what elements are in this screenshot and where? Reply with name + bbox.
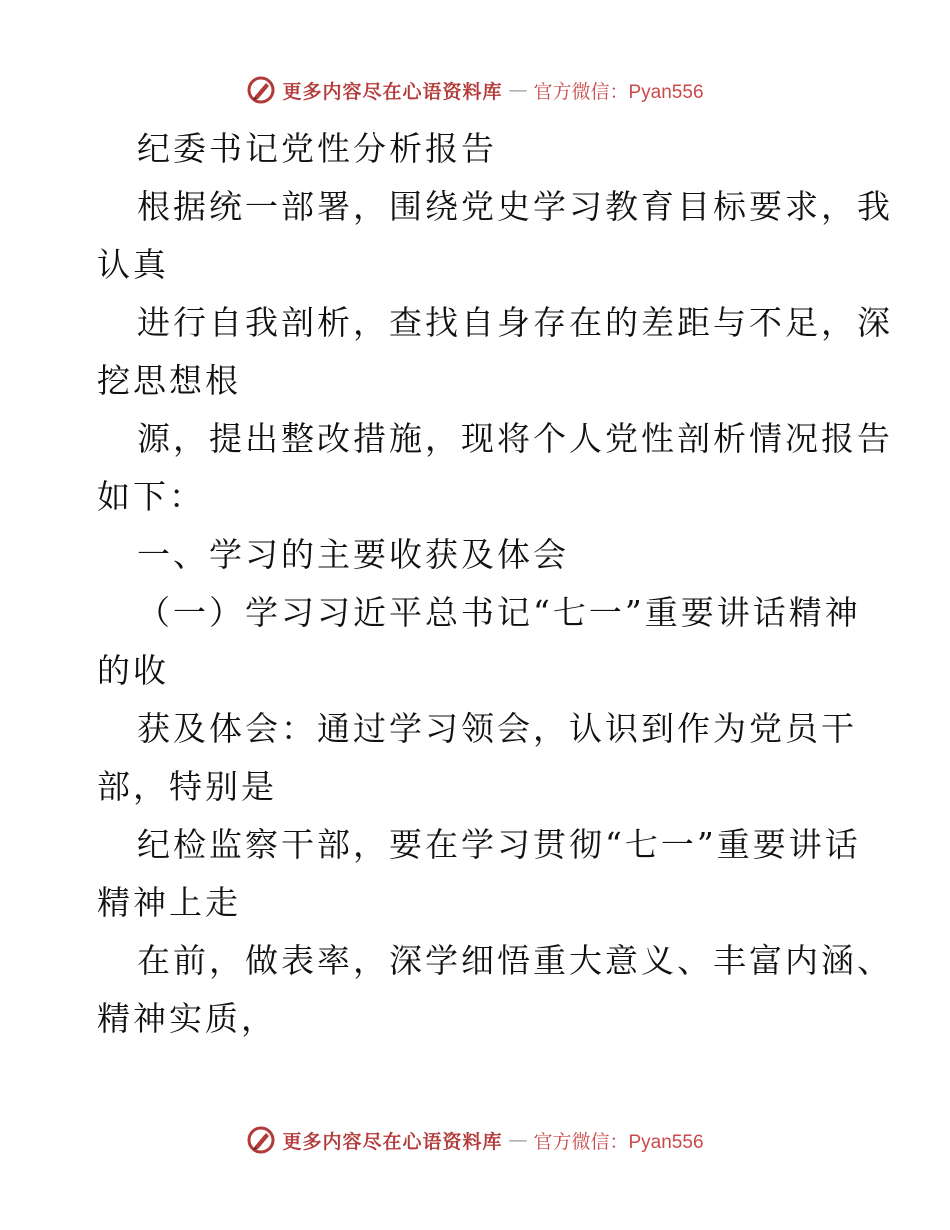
document-title: 纪委书记党性分析报告 bbox=[137, 129, 497, 168]
text-line: 精神上走 bbox=[97, 883, 241, 922]
text-line: 认真 bbox=[97, 245, 169, 284]
text-line: 挖思想根 bbox=[97, 361, 241, 400]
text-line: 精神实质， bbox=[97, 999, 277, 1038]
pen-logo-icon bbox=[246, 1125, 276, 1155]
text-line: 根据统一部署，围绕党史学习教育目标要求，我 bbox=[137, 187, 893, 226]
text-line: 获及体会：通过学习领会，认识到作为党员干 bbox=[137, 709, 857, 748]
header-banner-content bbox=[246, 75, 703, 105]
text-line: 进行自我剖析，查找自身存在的差距与不足，深 bbox=[137, 303, 893, 342]
text-line: 在前，做表率，深学细悟重大意义、丰富内涵、 bbox=[137, 941, 893, 980]
pen-logo-icon bbox=[246, 75, 276, 105]
header-banner-contact: 官方微信：Pyan556 bbox=[533, 81, 704, 103]
text-line: （一）学习习近平总书记“七一”重要讲话精神 bbox=[137, 593, 861, 632]
section-heading: 一、学习的主要收获及体会 bbox=[137, 535, 569, 574]
text-line: 源，提出整改措施，现将个人党性剖析情况报告 bbox=[137, 419, 893, 458]
text-line: 的收 bbox=[97, 651, 169, 690]
header-banner-title: 更多内容尽在心语资料库 bbox=[282, 80, 503, 103]
header-banner bbox=[0, 70, 950, 110]
text-line: 如下： bbox=[97, 477, 205, 516]
footer-banner-content bbox=[246, 1125, 703, 1155]
footer-banner bbox=[0, 1120, 950, 1160]
footer-banner-contact: 官方微信：Pyan556 bbox=[533, 1131, 704, 1153]
text-line: 纪检监察干部，要在学习贯彻“七一”重要讲话 bbox=[137, 825, 861, 864]
text-line: 部，特别是 bbox=[97, 767, 277, 806]
footer-banner-title: 更多内容尽在心语资料库 bbox=[282, 1130, 503, 1153]
footer-banner-separator: — bbox=[508, 1129, 528, 1151]
header-banner-separator: — bbox=[508, 79, 528, 101]
